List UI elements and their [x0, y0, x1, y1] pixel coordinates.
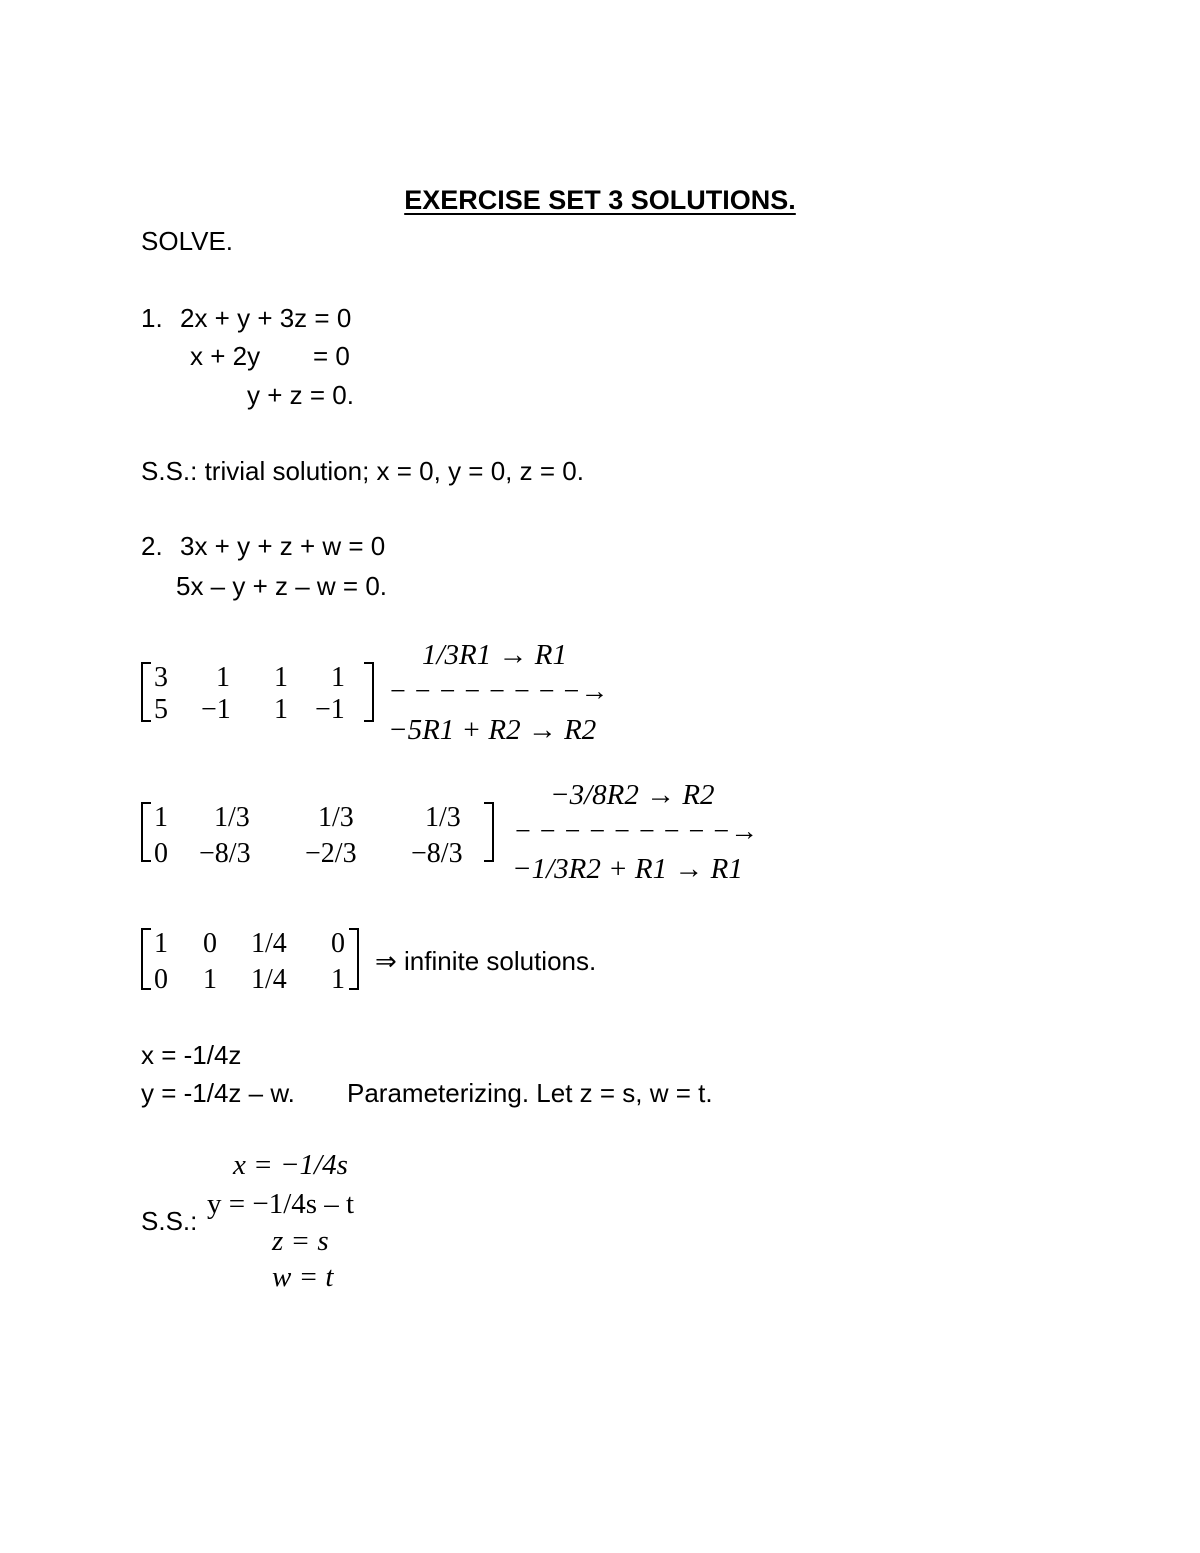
y-equation: y = -1/4z – w. [141, 1078, 295, 1108]
problem1-number: 1. [141, 303, 163, 333]
problem2-number: 2. [141, 531, 163, 561]
x-equation: x = -1/4z [141, 1040, 242, 1070]
matrix-cell: 1/3 [425, 802, 461, 833]
matrix-cell: 1 [274, 662, 288, 693]
instruction: SOLVE. [141, 226, 234, 256]
row-operation-2-bottom: −1/3R2 + R1 → R1 [512, 853, 743, 885]
row-operation-2-top: −3/8R2 → R2 [550, 779, 715, 811]
solution-x: x = −1/4s [233, 1149, 348, 1181]
right-bracket [364, 662, 374, 722]
left-bracket [141, 802, 151, 862]
solution-set-label: S.S.: [141, 1206, 198, 1236]
matrix-cell: 5 [154, 694, 168, 725]
left-bracket [141, 662, 151, 722]
problem1-equation-2-rhs: = 0 [313, 341, 350, 371]
matrix-cell: 1 [203, 964, 217, 995]
solution-y: y = −1/4s – t [207, 1188, 355, 1220]
left-bracket [141, 928, 151, 990]
matrix-cell: 1 [331, 662, 345, 693]
row-operation-1-top: 1/3R1 → R1 [422, 639, 567, 671]
matrix-cell: 1/4 [251, 964, 287, 995]
row-operation-2-arrow: − − − − − − − − −→ [515, 816, 760, 847]
matrix-cell: 0 [154, 838, 168, 869]
solution-z: z = s [272, 1225, 329, 1257]
matrix-cell: 1 [331, 964, 345, 995]
matrix-cell: 0 [331, 928, 345, 959]
matrix-cell: −1 [201, 694, 231, 725]
right-bracket [484, 802, 494, 862]
conclusion-text: ⇒ infinite solutions. [375, 946, 597, 976]
matrix-cell: −1 [315, 694, 345, 725]
problem1-equation-2-lhs: x + 2y [190, 341, 261, 371]
matrix-cell: 0 [203, 928, 217, 959]
problem1-equation-3: y + z = 0. [247, 380, 354, 410]
matrix-cell: 1 [274, 694, 288, 725]
matrix-cell: 3 [154, 662, 168, 693]
row-operation-1-arrow: − − − − − − − −→ [390, 676, 610, 707]
matrix-cell: −8/3 [411, 838, 463, 869]
matrix-cell: −2/3 [305, 838, 357, 869]
problem2-equation-2: 5x – y + z – w = 0. [176, 571, 387, 601]
row-operation-1-bottom: −5R1 + R2 → R2 [388, 714, 597, 746]
matrix-cell: 1/3 [318, 802, 354, 833]
parameterizing-text: Parameterizing. Let z = s, w = t. [347, 1078, 713, 1108]
right-bracket [349, 928, 359, 990]
solution-w: w = t [272, 1261, 334, 1293]
matrix-cell: 1/4 [251, 928, 287, 959]
problem1-equation-1: 2x + y + 3z = 0 [180, 303, 352, 333]
problem1-solution: S.S.: trivial solution; x = 0, y = 0, z = 0. [141, 456, 584, 486]
matrix-cell: −8/3 [199, 838, 251, 869]
matrix-cell: 1/3 [214, 802, 250, 833]
matrix-cell: 0 [154, 964, 168, 995]
augmented-matrix-3 [141, 926, 359, 995]
page-title: EXERCISE SET 3 SOLUTIONS. [404, 185, 796, 215]
matrix-cell: 1 [154, 928, 168, 959]
problem2-equation-1: 3x + y + z + w = 0 [180, 531, 386, 561]
matrix-cell: 1 [154, 802, 168, 833]
augmented-matrix-1 [141, 660, 374, 724]
augmented-matrix-2 [141, 800, 494, 869]
matrix-cell: 1 [216, 662, 230, 693]
